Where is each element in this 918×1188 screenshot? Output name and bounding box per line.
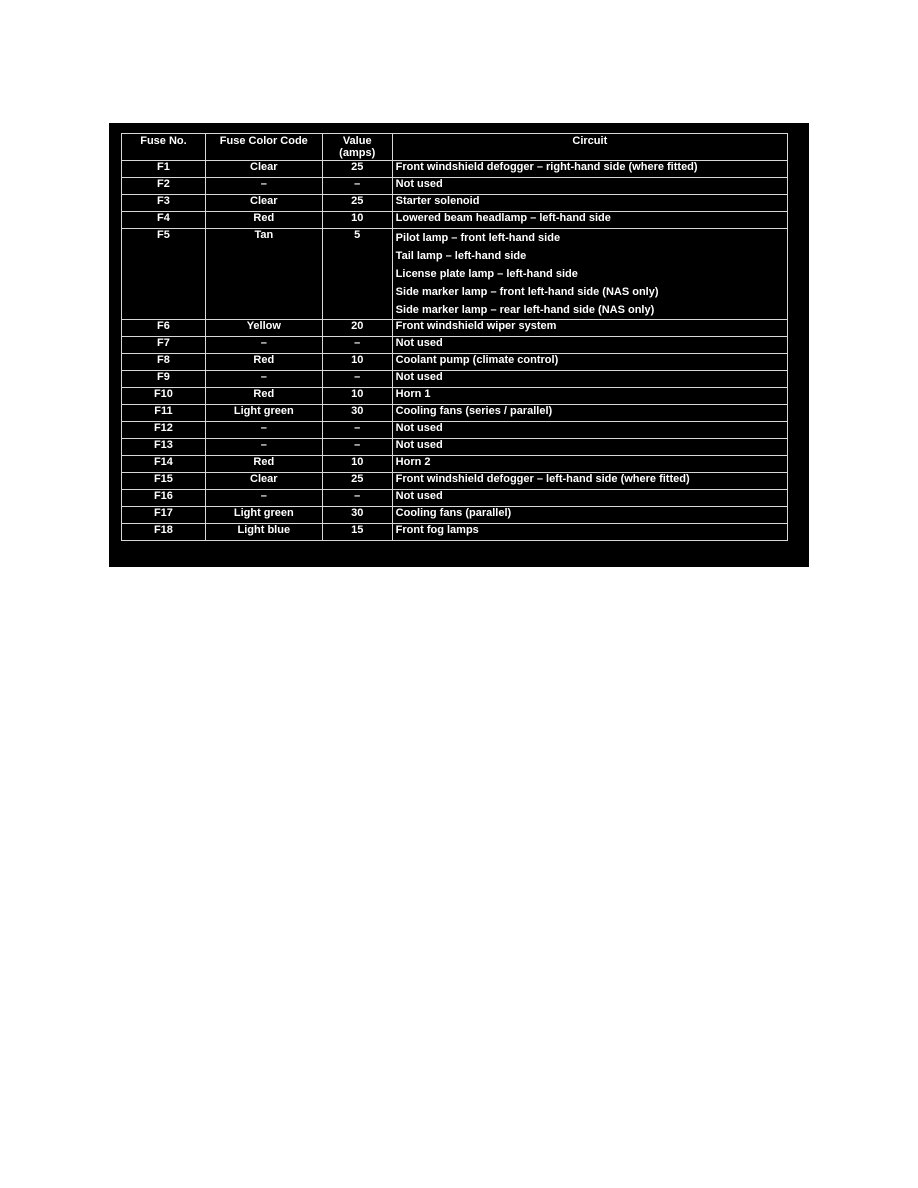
header-value-line1: Value: [342, 135, 372, 147]
header-color-code: Fuse Color Code: [205, 134, 322, 161]
fuse-circuit-cell: [392, 337, 787, 354]
fuse-color-cell: Red: [205, 388, 322, 405]
fuse-number-cell: F14: [122, 456, 206, 473]
circuit-line: License plate lamp – left-hand side: [395, 268, 578, 280]
circuit-line: Horn 2: [395, 456, 431, 468]
fuse-value-cell: 10: [322, 456, 392, 473]
circuit-line: Not used: [395, 439, 443, 451]
circuit-line: Side marker lamp – rear left-hand side (NAS only): [395, 304, 655, 316]
fuse-color-cell: Light green: [205, 405, 322, 422]
table-header-row: [122, 134, 788, 161]
fuse-table-body: [122, 161, 788, 541]
fuse-color-cell: Clear: [205, 161, 322, 178]
fuse-value-cell: 30: [322, 405, 392, 422]
fuse-number-cell: F12: [122, 422, 206, 439]
fuse-value-cell: 10: [322, 388, 392, 405]
fuse-value-cell: 20: [322, 320, 392, 337]
fuse-value-cell: 15: [322, 524, 392, 541]
fuse-value-cell: 10: [322, 212, 392, 229]
fuse-circuit-cell: [392, 161, 787, 178]
table-row: [122, 473, 788, 490]
circuit-line: Starter solenoid: [395, 195, 480, 207]
fuse-value-cell: 25: [322, 195, 392, 212]
circuit-line: Coolant pump (climate control): [395, 354, 559, 366]
fuse-number-cell: F10: [122, 388, 206, 405]
table-row: [122, 524, 788, 541]
fuse-value-cell: –: [322, 337, 392, 354]
table-row: [122, 320, 788, 337]
fuse-number-cell: F11: [122, 405, 206, 422]
fuse-circuit-cell: [392, 320, 787, 337]
header-value: [322, 134, 392, 161]
circuit-line: Tail lamp – left-hand side: [395, 250, 527, 262]
fuse-number-cell: F2: [122, 178, 206, 195]
fuse-number-cell: F4: [122, 212, 206, 229]
fuse-value-cell: 25: [322, 161, 392, 178]
fuse-number-cell: F3: [122, 195, 206, 212]
fuse-value-cell: –: [322, 439, 392, 456]
fuse-number-cell: F1: [122, 161, 206, 178]
header-value-line2: (amps): [339, 147, 376, 159]
fuse-color-cell: –: [205, 337, 322, 354]
fuse-circuit-cell: [392, 473, 787, 490]
table-row: [122, 388, 788, 405]
fuse-table: [121, 133, 788, 541]
fuse-color-cell: –: [205, 422, 322, 439]
circuit-line: Not used: [395, 490, 443, 502]
table-row: [122, 195, 788, 212]
table-row: [122, 507, 788, 524]
fuse-circuit-cell: [392, 405, 787, 422]
circuit-line: Not used: [395, 178, 443, 190]
circuit-line: Pilot lamp – front left-hand side: [395, 232, 561, 244]
fuse-number-cell: F13: [122, 439, 206, 456]
fuse-number-cell: F18: [122, 524, 206, 541]
fuse-circuit-cell: [392, 229, 787, 320]
fuse-color-cell: Red: [205, 456, 322, 473]
fuse-value-cell: 10: [322, 354, 392, 371]
fuse-circuit-cell: [392, 354, 787, 371]
fuse-circuit-cell: [392, 439, 787, 456]
fuse-color-cell: Clear: [205, 195, 322, 212]
fuse-circuit-cell: [392, 507, 787, 524]
fuse-circuit-cell: [392, 178, 787, 195]
table-row: [122, 337, 788, 354]
fuse-circuit-cell: [392, 195, 787, 212]
fuse-circuit-cell: [392, 524, 787, 541]
circuit-line: Cooling fans (parallel): [395, 507, 512, 519]
fuse-number-cell: F5: [122, 229, 206, 320]
table-row: [122, 422, 788, 439]
fuse-circuit-cell: [392, 212, 787, 229]
fuse-value-cell: –: [322, 371, 392, 388]
table-row: [122, 212, 788, 229]
table-row: [122, 229, 788, 320]
table-row: [122, 354, 788, 371]
fuse-color-cell: –: [205, 371, 322, 388]
fuse-color-cell: Light green: [205, 507, 322, 524]
table-row: [122, 456, 788, 473]
fuse-color-cell: –: [205, 439, 322, 456]
fuse-circuit-cell: [392, 456, 787, 473]
header-circuit: Circuit: [392, 134, 787, 161]
fuse-color-cell: Red: [205, 354, 322, 371]
table-row: [122, 490, 788, 507]
fuse-circuit-cell: [392, 490, 787, 507]
circuit-line: Not used: [395, 337, 443, 349]
fuse-circuit-cell: [392, 371, 787, 388]
fuse-value-cell: –: [322, 490, 392, 507]
table-row: [122, 405, 788, 422]
circuit-line: Side marker lamp – front left-hand side (NAS only): [395, 286, 659, 298]
fuse-number-cell: F16: [122, 490, 206, 507]
fuse-table-figure: [109, 123, 809, 567]
table-row: [122, 439, 788, 456]
fuse-number-cell: F9: [122, 371, 206, 388]
fuse-circuit-cell: [392, 422, 787, 439]
circuit-line: Front windshield wiper system: [395, 320, 557, 332]
fuse-value-cell: 5: [322, 229, 392, 320]
fuse-circuit-cell: [392, 388, 787, 405]
fuse-number-cell: F8: [122, 354, 206, 371]
circuit-line: Front windshield defogger – left-hand side (where fitted): [395, 473, 690, 485]
fuse-value-cell: 30: [322, 507, 392, 524]
fuse-value-cell: –: [322, 422, 392, 439]
circuit-line: Front windshield defogger – right-hand side (where fitted): [395, 161, 698, 173]
circuit-line: Lowered beam headlamp – left-hand side: [395, 212, 611, 224]
fuse-number-cell: F15: [122, 473, 206, 490]
table-row: [122, 371, 788, 388]
circuit-line: Cooling fans (series / parallel): [395, 405, 553, 417]
fuse-color-cell: Light blue: [205, 524, 322, 541]
table-row: [122, 161, 788, 178]
header-fuse-no: Fuse No.: [122, 134, 206, 161]
fuse-value-cell: –: [322, 178, 392, 195]
circuit-line: Horn 1: [395, 388, 431, 400]
circuit-line: Front fog lamps: [395, 524, 479, 536]
fuse-color-cell: Red: [205, 212, 322, 229]
fuse-color-cell: –: [205, 178, 322, 195]
fuse-color-cell: Clear: [205, 473, 322, 490]
fuse-number-cell: F6: [122, 320, 206, 337]
fuse-number-cell: F7: [122, 337, 206, 354]
fuse-color-cell: Tan: [205, 229, 322, 320]
fuse-value-cell: 25: [322, 473, 392, 490]
fuse-number-cell: F17: [122, 507, 206, 524]
table-row: [122, 178, 788, 195]
fuse-color-cell: –: [205, 490, 322, 507]
fuse-color-cell: Yellow: [205, 320, 322, 337]
circuit-line: Not used: [395, 371, 443, 383]
circuit-line: Not used: [395, 422, 443, 434]
